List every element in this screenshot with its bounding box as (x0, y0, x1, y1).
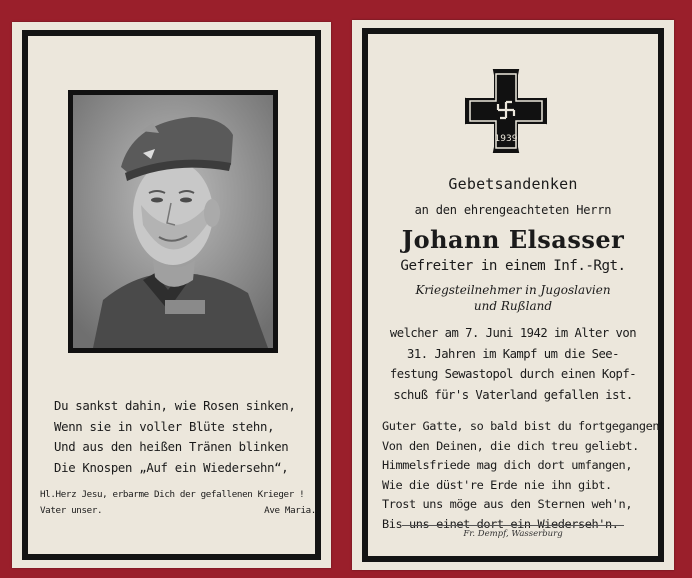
verse-line: Wie die düst're Erde nie ihn gibt. (382, 477, 612, 492)
deceased-name: Johann Elsasser (401, 225, 625, 254)
memorial-verse (382, 417, 662, 534)
prayer-closing (40, 503, 322, 519)
soldier-portrait-photo (68, 90, 278, 353)
poem-line: Die Knospen „Auf ein Wiedersehn“, (54, 460, 289, 475)
poem-line: Wenn sie in voller Blüte stehn, (54, 419, 275, 434)
cross-year: 1939 (494, 134, 518, 144)
death-line: festung Sewastopol durch einen Kopf- (389, 367, 637, 381)
verse-line: Trost uns möge aus den Sternen weh'n, (382, 497, 633, 511)
death-details (368, 323, 658, 405)
verse-line: Von den Deinen, die dich treu geliebt. (382, 438, 639, 453)
poem-line: Du sankst dahin, wie Rosen sinken, (54, 399, 296, 413)
service-info (368, 282, 658, 314)
verse-line: Bis uns einet dort ein Wiederseh'n. (382, 516, 619, 531)
closing-right: Ave Maria. (264, 505, 316, 516)
death-line: welcher am 7. Juni 1942 im Alter von (389, 326, 637, 340)
prayer-block (40, 487, 322, 519)
memorial-poem (54, 396, 314, 478)
memorial-card-left (12, 22, 331, 568)
dedication-line: an den ehrengeachteten Herrn (414, 203, 612, 217)
verse-line: Guter Gatte, so bald bist du fortgegangen (382, 419, 660, 433)
poem-line: Und aus den heißen Tränen blinken (54, 440, 289, 454)
printer-credit: Fr. Dempf, Wasserburg (463, 529, 563, 539)
divider (402, 525, 624, 526)
military-rank: Gefreiter in einem Inf.-Rgt. (400, 258, 626, 274)
service-line: Kriegsteilnehmer in Jugoslavien (415, 283, 611, 297)
memorial-card-right (352, 20, 674, 570)
closing-left: Vater unser. (40, 505, 103, 516)
verse-line: Himmelsfriede mag dich dort umfangen, (382, 458, 633, 472)
death-line: 31. Jahren im Kampf um die See- (407, 346, 619, 361)
prayer-line: Hl.Herz Jesu, erbarme Dich der gefallenen Krieger ! (40, 489, 305, 500)
card-heading: Gebetsandenken (448, 175, 578, 193)
iron-cross-icon (464, 68, 548, 154)
death-line: schuß für's Vaterland gefallen ist. (393, 387, 633, 402)
service-line: und Rußland (473, 299, 553, 313)
